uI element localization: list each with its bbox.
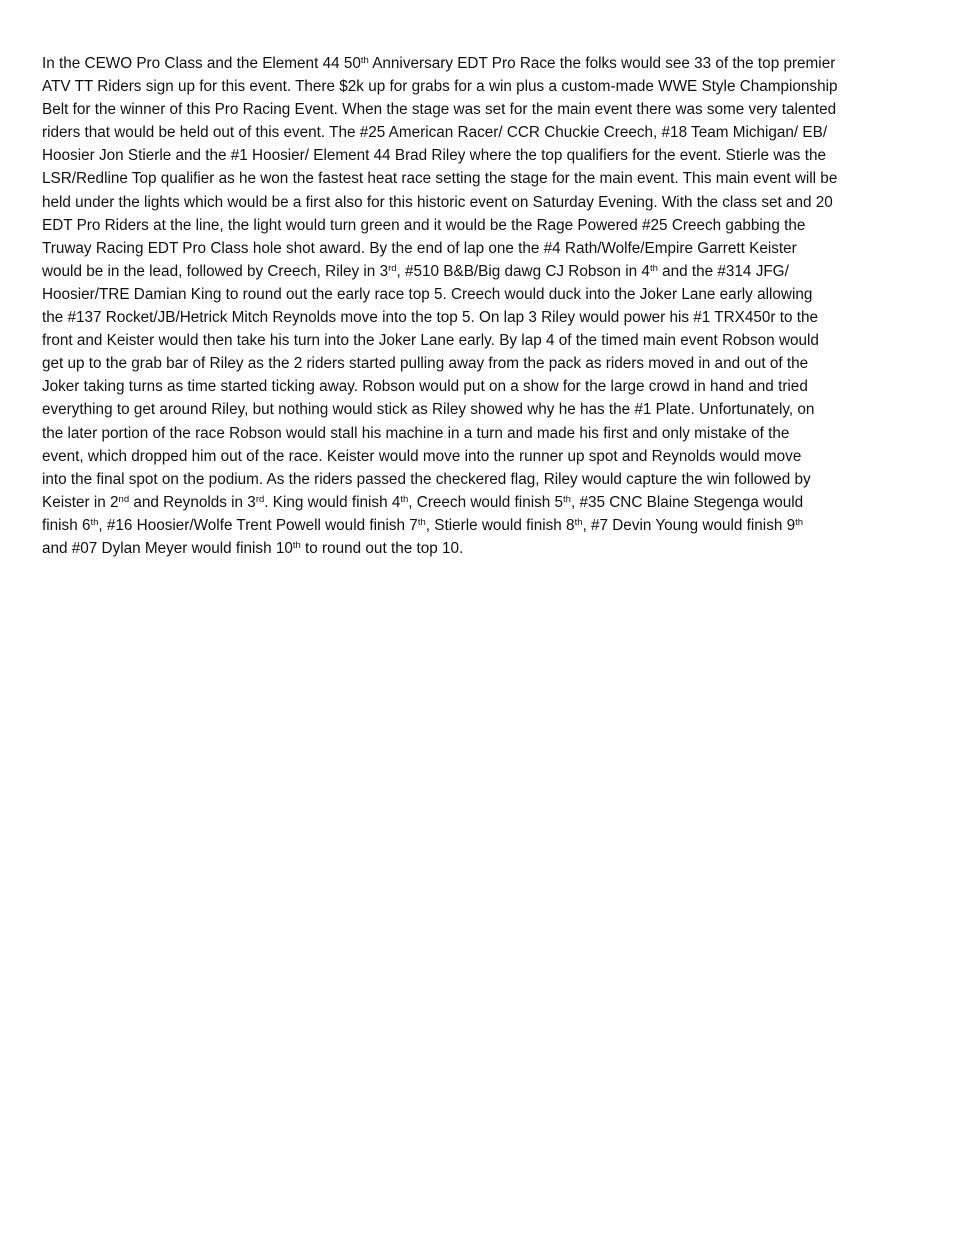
text-run: , #510 B&B/Big dawg CJ Robson in 4 bbox=[396, 262, 650, 280]
text-line bbox=[42, 52, 938, 75]
text-run: Keister in 2 bbox=[42, 493, 119, 511]
text-run: Belt for the winner of this Pro Racing Event. When the stage was set for the main event there was some very talented bbox=[42, 101, 837, 119]
text-run: , #35 CNC Blaine Stegenga would bbox=[570, 493, 804, 511]
text-line bbox=[42, 283, 938, 306]
text-run: held under the lights which would be a first also for this historic event on Saturday Evening. With the class set and 20 bbox=[42, 193, 833, 211]
text-run: Hoosier/TRE Damian King to round out the early race top 5. Creech would duck into the Joker Lane early allowing bbox=[42, 285, 813, 303]
text-line bbox=[42, 445, 938, 468]
text-run: would be in the lead, followed by Creech, Riley in 3 bbox=[42, 262, 389, 280]
text-line bbox=[42, 121, 938, 144]
text-run: In the CEWO Pro Class and the Element 44 50 bbox=[42, 55, 361, 72]
text-line bbox=[42, 398, 938, 421]
text-line bbox=[42, 98, 938, 121]
text-run: Hoosier Jon Stierle and the #1 Hoosier/ Element 44 Brad Riley where the top qualifiers for the event. Stierle was the bbox=[42, 147, 826, 165]
text-run: into the final spot on the podium. As the riders passed the checkered flag, Riley would capture the win followed by bbox=[42, 470, 811, 488]
text-run: , #7 Devin Young would finish 9 bbox=[582, 516, 796, 534]
text-run: EDT Pro Riders at the line, the light would turn green and it would be the Rage Powered #25 Creech gabbing the bbox=[42, 216, 806, 234]
text-line bbox=[42, 144, 938, 167]
text-run: , Stierle would finish 8 bbox=[425, 516, 575, 534]
text-line bbox=[42, 422, 938, 445]
text-run: Anniversary EDT Pro Race the folks would see 33 of the top premier bbox=[368, 55, 836, 72]
text-line bbox=[42, 260, 938, 283]
text-line bbox=[42, 537, 938, 560]
ordinal-suffix: th bbox=[400, 493, 409, 505]
text-run: , Creech would finish 5 bbox=[408, 493, 564, 511]
text-run: and #07 Dylan Meyer would finish 10 bbox=[42, 539, 293, 557]
ordinal-suffix: rd bbox=[388, 262, 397, 274]
text-line bbox=[42, 306, 938, 329]
ordinal-suffix: rd bbox=[255, 493, 265, 505]
text-line bbox=[42, 75, 938, 98]
ordinal-suffix: th bbox=[417, 516, 426, 528]
text-run: Joker taking turns as time started ticking away. Robson would put on a show for the large crowd in hand and tried bbox=[42, 378, 808, 396]
race-report-paragraph bbox=[42, 52, 938, 560]
text-run: and the #314 JFG/ bbox=[657, 262, 789, 280]
text-line bbox=[42, 214, 938, 237]
text-run: front and Keister would then take his turn into the Joker Lane early. By lap 4 of the timed main event Robson would bbox=[42, 332, 819, 350]
ordinal-suffix: th bbox=[574, 516, 583, 528]
text-line bbox=[42, 514, 938, 537]
text-line bbox=[42, 468, 938, 491]
text-run: get up to the grab bar of Riley as the 2 riders started pulling away from the pack as riders moved in and out of the bbox=[42, 355, 809, 373]
text-line bbox=[42, 352, 938, 375]
ordinal-suffix: th bbox=[90, 516, 99, 528]
text-line bbox=[42, 491, 938, 514]
ordinal-suffix: th bbox=[563, 493, 571, 505]
text-run: everything to get around Riley, but nothing would stick as Riley showed why he has the #1 Plate. Unfortunately, on bbox=[42, 401, 815, 419]
text-run: finish 6 bbox=[42, 516, 91, 534]
text-line bbox=[42, 237, 938, 260]
text-run: and Reynolds in 3 bbox=[129, 493, 256, 511]
text-run: . King would finish 4 bbox=[264, 493, 401, 511]
text-run: the #137 Rocket/JB/Hetrick Mitch Reynolds move into the top 5. On lap 3 Riley would power his #1 TRX450r to the bbox=[42, 309, 819, 327]
text-line bbox=[42, 375, 938, 398]
ordinal-suffix: th bbox=[292, 539, 301, 551]
ordinal-suffix: th bbox=[795, 516, 804, 528]
text-line bbox=[42, 329, 938, 352]
document-page bbox=[42, 52, 938, 560]
text-run: event, which dropped him out of the race. Keister would move into the runner up spot and Reynolds would move bbox=[42, 447, 802, 465]
ordinal-suffix: th bbox=[649, 262, 658, 274]
text-line bbox=[42, 191, 938, 214]
text-run: riders that would be held out of this event. The #25 American Racer/ CCR Chuckie Creech, #18 Team Michigan/ EB/ bbox=[42, 124, 828, 142]
ordinal-suffix: nd bbox=[118, 493, 130, 505]
text-run: LSR/Redline Top qualifier as he won the fastest heat race setting the stage for the main event. This main event will be bbox=[42, 170, 838, 188]
text-run: the later portion of the race Robson would stall his machine in a turn and made his first and only mistake of the bbox=[42, 424, 790, 442]
text-run: to round out the top 10. bbox=[300, 539, 464, 557]
text-line bbox=[42, 167, 938, 190]
text-run: ATV TT Riders sign up for this event. There $2k up for grabs for a win plus a custom-made WWE Style Championship bbox=[42, 78, 838, 96]
text-run: , #16 Hoosier/Wolfe Trent Powell would finish 7 bbox=[98, 516, 418, 534]
ordinal-suffix: th bbox=[360, 55, 369, 66]
text-run: Truway Racing EDT Pro Class hole shot award. By the end of lap one the #4 Rath/Wolfe/Empire Garrett Keister bbox=[42, 239, 797, 257]
